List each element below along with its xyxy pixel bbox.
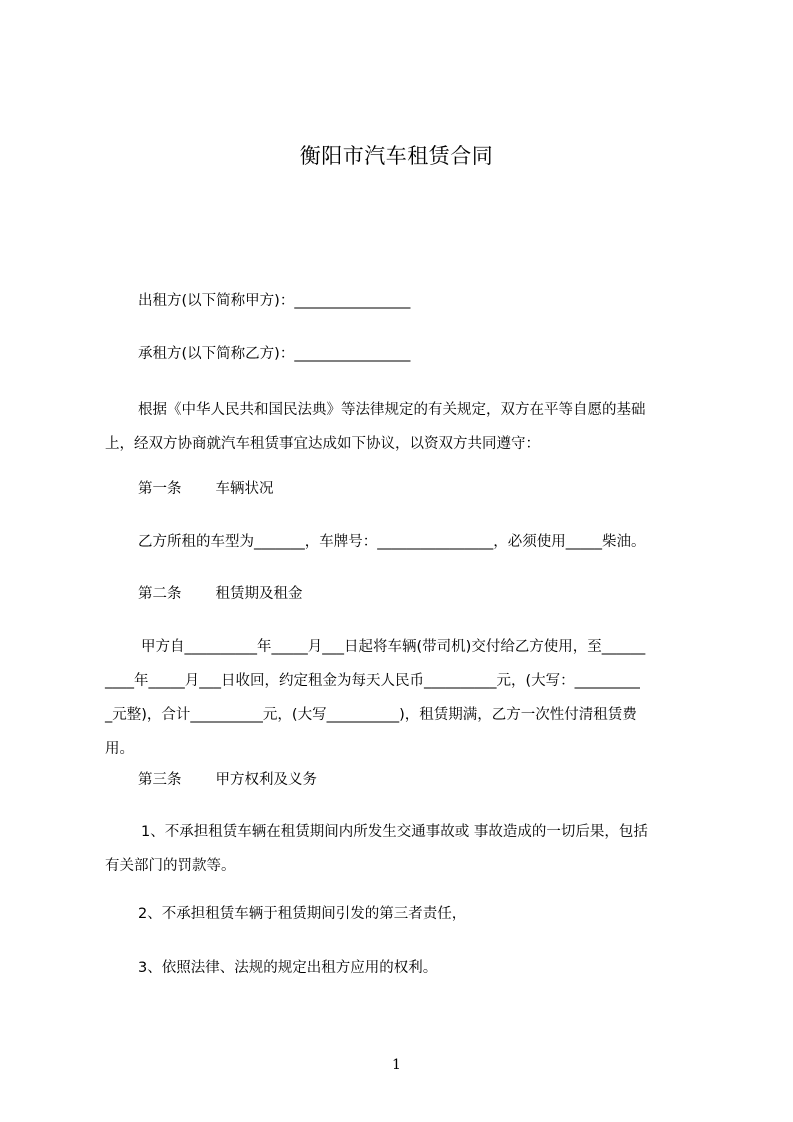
preamble-line-1: 根据《中华人民共和国民法典》等法律规定的有关规定，双方在平等自愿的基础 (138, 402, 646, 418)
article-2-line-1: 甲方自__________年_____月___日起将车辆(带司机)交付给乙方使用，至______ (141, 639, 646, 655)
article-3-item-2: 2、不承担租赁车辆于租赁期间引发的第三者责任， (138, 906, 467, 922)
preamble-paragraph (105, 393, 701, 461)
article-2-paragraph (105, 630, 701, 766)
article-2-line-2: ____年_____月___日收回，约定租金为每天人民币__________元，(大写：_________ (105, 673, 640, 689)
article-1-title: 车辆状况 (215, 481, 274, 497)
page-number: 1 (392, 1057, 401, 1073)
article-3-item-3: 3、依照法律、法规的规定出租方应用的权利。 (138, 960, 438, 976)
article-3-heading (105, 770, 734, 790)
article-2-heading (105, 584, 734, 604)
document-title: 衡阳市汽车租赁合同 (299, 144, 494, 168)
preamble-line-2: 上，经双方协商就汽车租赁事宜达成如下协议，以资双方共同遵守： (105, 436, 540, 452)
article-1-number: 第一条 (138, 481, 182, 497)
article-3-number: 第三条 (138, 772, 182, 788)
lessee-line: 承租方(以下简称乙方)：________________ (138, 346, 411, 362)
article-2-number: 第二条 (138, 586, 182, 602)
article-3-title: 甲方权利及义务 (215, 772, 317, 788)
article-1-text: 乙方所租的车型为_______，车牌号：________________，必须使用_____柴油。 (138, 534, 646, 550)
article-3-item-1-line-2: 有关部门的罚款等。 (105, 858, 236, 874)
article-2-line-4: 用。 (105, 741, 134, 757)
article-3-item-1 (105, 815, 701, 883)
article-1-heading (105, 479, 734, 499)
article-2-line-3: _元整)，合计__________元，(大写__________)，租赁期满，乙方一次性付清租赁费 (105, 707, 637, 723)
lessor-line: 出租方(以下简称甲方)：________________ (138, 293, 411, 309)
article-2-title: 租赁期及租金 (215, 586, 303, 602)
article-3-item-1-line-1: 1、不承担租赁车辆在租赁期间内所发生交通事故或 事故造成的一切后果，包括 (141, 824, 648, 840)
